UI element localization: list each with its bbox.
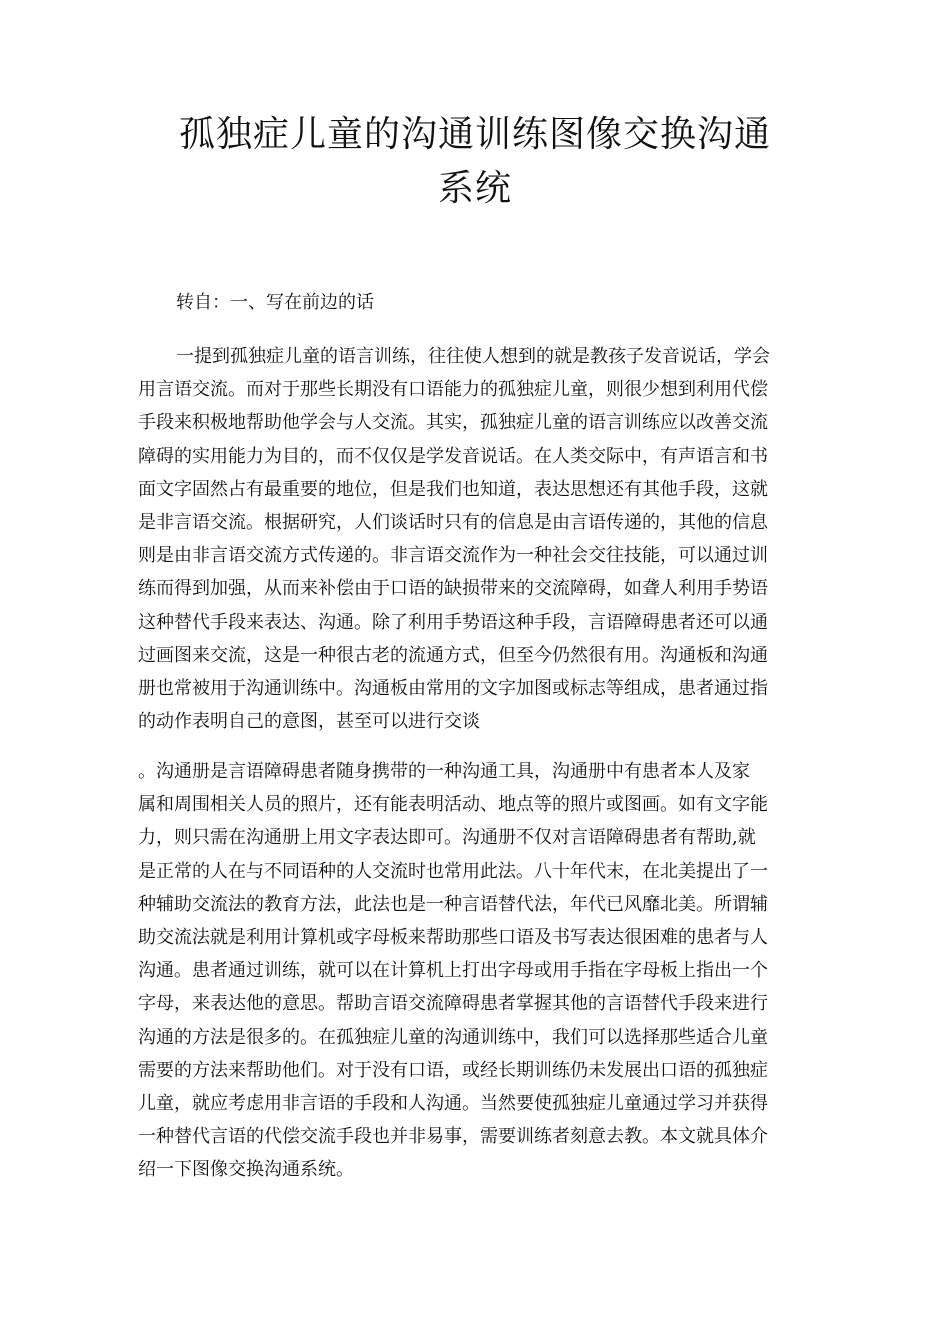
paragraph-1	[138, 340, 810, 738]
paragraph-line: 属和周围相关人员的照片，还有能表明活动、地点等的照片或图画。如有文字能	[138, 794, 768, 816]
paragraph-line: 种辅助交流法的教育方法，此法也是一种言语替代法，年代已风靡北美。所谓辅	[138, 893, 768, 915]
paragraph-line: 是正常的人在与不同语种的人交流时也常用此法。八十年代末，在北美提出了一	[138, 860, 768, 882]
paragraph-2	[138, 755, 810, 1187]
paragraph-line: 障碍的实用能力为目的，而不仅仅是学发音说话。在人类交际中，有声语言和书	[138, 445, 768, 467]
paragraph-line: 字母，来表达他的意思。帮助言语交流障碍患者掌握其他的言语替代手段来进行	[138, 993, 768, 1015]
paragraph-line: 册也常被用于沟通训练中。沟通板由常用的文字加图或标志等组成，患者通过指	[138, 678, 768, 700]
paragraph-line: 一种替代言语的代偿交流手段也并非易事，需要训练者刻意去教。本文就具体介	[138, 1126, 768, 1148]
paragraph-line: 助交流法就是利用计算机或字母板来帮助那些口语及书写表达很困难的患者与人	[138, 927, 768, 949]
paragraph-line: 这种替代手段来表达、沟通。除了利用手势语这种手段，言语障碍患者还可以通	[138, 611, 768, 633]
intro-line	[138, 286, 810, 319]
paragraph-line: 。沟通册是言语障碍患者随身携带的一种沟通工具，沟通册中有患者本人及家	[138, 761, 750, 782]
paragraph-line: 练而得到加强，从而来补偿由于口语的缺损带来的交流障碍，如聋人利用手势语	[138, 578, 768, 600]
paragraph-line: 过画图来交流，这是一种很古老的流通方式，但至今仍然很有用。沟通板和沟通	[138, 644, 768, 666]
title-line-2: 系统	[437, 168, 512, 209]
paragraph-line: 绍一下图像交换沟通系统。	[138, 1159, 354, 1181]
paragraph-line: 用言语交流。而对于那些长期没有口语能力的孤独症儿童，则很少想到利用代偿	[138, 379, 768, 401]
paragraph-line: 是非言语交流。根据研究，人们谈话时只有的信息是由言语传递的，其他的信息	[138, 512, 768, 534]
paragraph-line: 儿童，就应考虑用非言语的手段和人沟通。当然要使孤独症儿童通过学习并获得	[138, 1093, 768, 1115]
paragraph-line: 手段来积极地帮助他学会与人交流。其实，孤独症儿童的语言训练应以改善交流	[138, 412, 768, 434]
intro-text: 转自：一、写在前边的话	[176, 292, 374, 313]
paragraph-line: 沟通。患者通过训练，就可以在计算机上打出字母或用手指在字母板上指出一个	[138, 960, 768, 982]
paragraph-line: 沟通的方法是很多的。在孤独症儿童的沟通训练中，我们可以选择那些适合儿童	[138, 1026, 768, 1048]
paragraph-line: 则是由非言语交流方式传递的。非言语交流作为一种社会交往技能，可以通过训	[138, 545, 768, 567]
paragraph-line: 力，则只需在沟通册上用文字表达即可。沟通册不仅对言语障碍患者有帮助,就	[138, 827, 756, 849]
paragraph-line: 一提到孤独症儿童的语言训练，往往使人想到的就是教孩子发音说话，学会	[176, 346, 770, 367]
paragraph-line: 面文字固然占有最重要的地位，但是我们也知道，表达思想还有其他手段，这就	[138, 478, 768, 500]
paragraph-line: 需要的方法来帮助他们。对于没有口语，或经长期训练仍未发展出口语的孤独症	[138, 1059, 768, 1081]
title-line-1: 孤独症儿童的沟通训练图像交换沟通	[178, 114, 771, 155]
document-title	[140, 108, 810, 216]
paragraph-line: 的动作表明自己的意图，甚至可以进行交谈	[138, 711, 480, 733]
